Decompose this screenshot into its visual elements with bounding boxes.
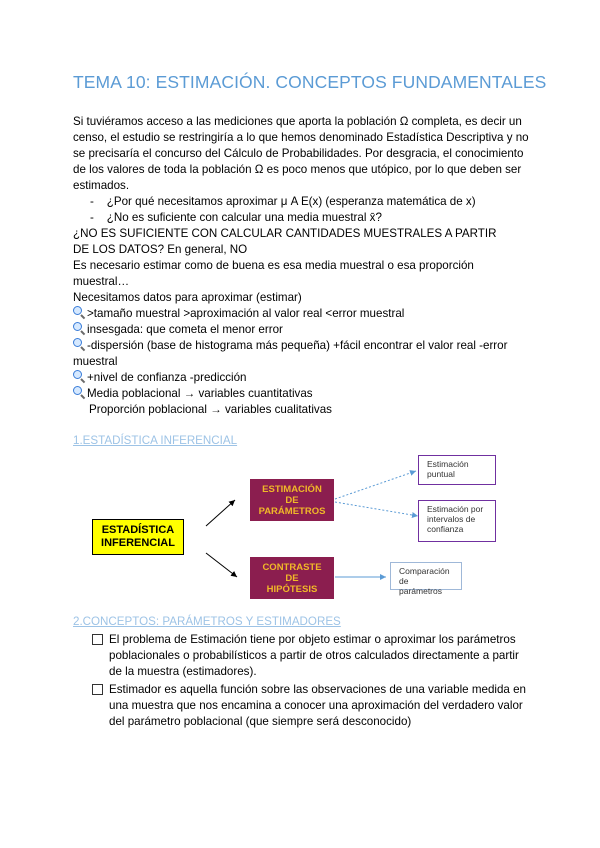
box-line: PARÁMETROS xyxy=(258,505,326,517)
box-line: ESTIMACIÓN xyxy=(262,483,322,495)
dash-bullet: - xyxy=(90,211,107,224)
check-text: El problema de Estimación tiene por objeto estimar o aproximar los parámetros poblacionales o probabilísticos a partir de otros calculados directamente a partir de la muestra (estimadores). xyxy=(109,633,519,678)
box-line: de parámetros xyxy=(399,576,442,596)
point-proporcion: Proporción poblacional → variables cualitativas xyxy=(89,403,332,416)
check-item-2 xyxy=(92,682,532,730)
box-line: confianza xyxy=(427,524,464,534)
necesitamos-line: Necesitamos datos para aproximar (estimar) xyxy=(73,291,302,304)
box-line: Estimación por xyxy=(427,504,484,514)
section-heading-2[interactable]: 2.CONCEPTOS: PARÁMETROS Y ESTIMADORES xyxy=(73,615,341,628)
point-dispersion-cont: muestral xyxy=(73,355,118,368)
arrow-to-puntual xyxy=(335,471,416,499)
box-line: HIPÓTESIS xyxy=(266,583,318,595)
check-text: Estimador es aquella función sobre las observaciones de una variable medida en una muestra que nos encamina a conocer una aproximación del verdadero valor del parámetro poblacional (que siempre será desconocido) xyxy=(109,683,526,728)
checkbox-icon[interactable] xyxy=(92,684,103,695)
question-text: ¿Por qué necesitamos aproximar μ A E(x) (esperanza matemática de x) xyxy=(106,195,476,208)
necesario-line-2: muestral… xyxy=(73,275,130,288)
dash-bullet: - xyxy=(90,195,107,208)
caps-line-1: ¿NO ES SUFICIENTE CON CALCULAR CANTIDADES MUESTRALES A PARTIR xyxy=(73,227,497,240)
estimacion-puntual-box xyxy=(418,455,496,485)
question-text: ¿No es suficiente con calcular una media muestral x̄? xyxy=(106,211,382,224)
checkbox-icon[interactable] xyxy=(92,634,103,645)
box-line: DE xyxy=(285,494,299,506)
caps-line-2: DE LOS DATOS? En general, NO xyxy=(73,243,248,256)
box-line: INFERENCIAL xyxy=(101,537,175,549)
box-line: Estimación xyxy=(427,459,469,469)
comparacion-parametros-box xyxy=(390,562,462,596)
point-text: +nivel de confianza -predicción xyxy=(87,371,247,384)
point-text: Media poblacional → variables cuantitativas xyxy=(87,387,313,400)
intro-paragraph: Si tuviéramos acceso a las mediciones que aporta la población Ω completa, es decir un censo, el estudio se restringiría a lo que hemos denominado Estadística Descriptiva y no se precisaría el concurso del Cálculo de Probabilidades. Por desgracia, el conocimiento de los valores de toda la población Ω es poco menos que utópico, por lo que deben ser estimados. xyxy=(73,115,529,192)
box-line: CONTRASTE xyxy=(262,561,322,573)
point-text: -dispersión (base de histograma más pequeña) +fácil encontrar el valor real -error xyxy=(87,339,508,352)
arrow-to-estimacion xyxy=(206,500,235,526)
box-line: ESTADÍSTICA xyxy=(101,524,175,536)
estadistica-inferencial-box xyxy=(92,519,184,555)
check-item-1 xyxy=(92,632,532,680)
box-line: DE xyxy=(285,572,299,584)
box-line: intervalos de xyxy=(427,514,476,524)
point-text: >tamaño muestral >aproximación al valor real <error muestral xyxy=(87,307,405,320)
contraste-hipotesis-box xyxy=(250,557,334,599)
point-text: insesgada: que cometa el menor error xyxy=(87,323,283,336)
section-heading-1[interactable]: 1.ESTADÍSTICA INFERENCIAL xyxy=(73,434,238,447)
arrow-to-contraste xyxy=(206,553,237,577)
necesario-line-1: Es necesario estimar como de buena es esa media muestral o esa proporción xyxy=(73,259,474,272)
estimacion-parametros-box xyxy=(250,479,334,521)
arrow-to-intervalos xyxy=(335,502,418,516)
estimacion-intervalos-box xyxy=(418,500,496,542)
page-title: TEMA 10: ESTIMACIÓN. CONCEPTOS FUNDAMENTALES xyxy=(73,72,547,92)
box-line: Comparación xyxy=(399,566,450,576)
box-line: puntual xyxy=(427,469,455,479)
